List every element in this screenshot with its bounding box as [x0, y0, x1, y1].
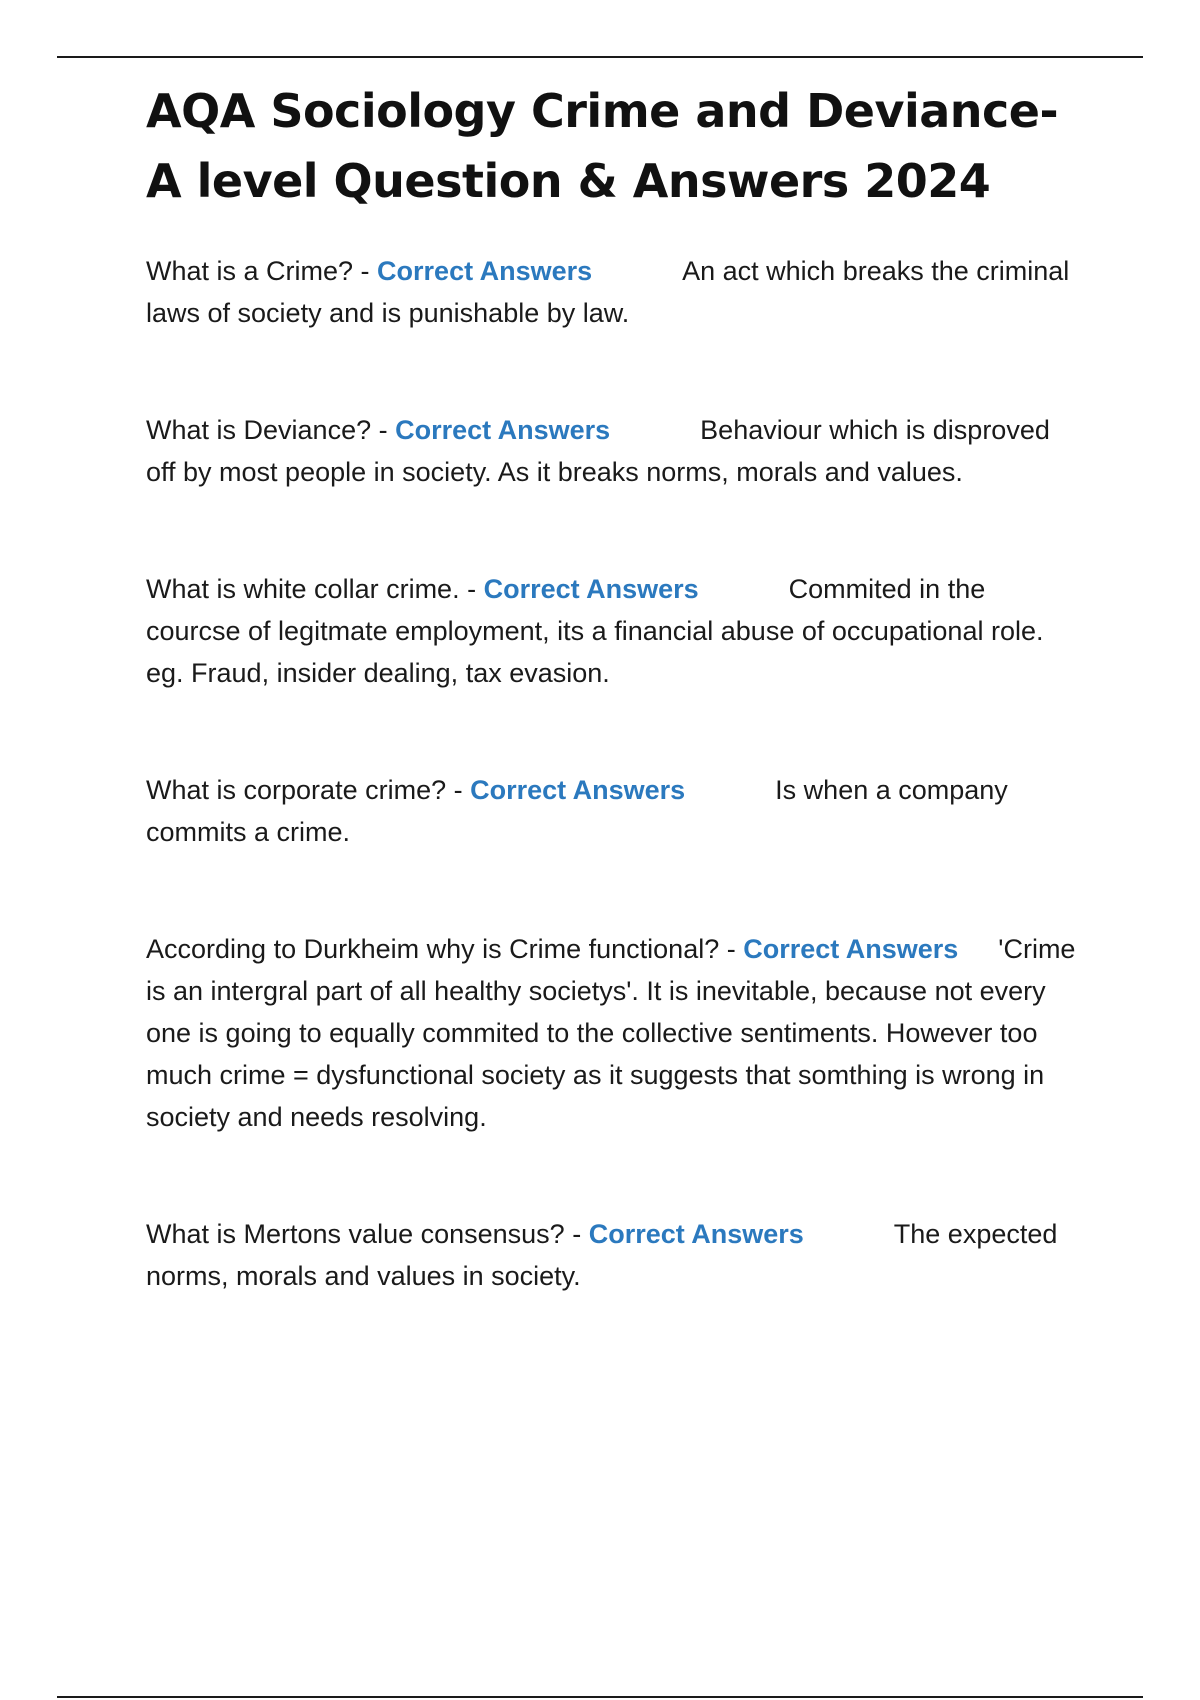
document-title: AQA Sociology Crime and Deviance- A level Question & Answers 2024 [146, 84, 1059, 208]
answer-text: An act which breaks the criminal laws of society and is punishable by law. [146, 256, 1070, 328]
answer-text: Is when a company commits a crime. [146, 775, 1008, 847]
top-rule [57, 56, 1143, 58]
correct-answers-label: Correct Answers [377, 256, 593, 286]
qa-item [146, 568, 1086, 694]
question-text: What is white collar crime. - [146, 574, 484, 604]
question-text: What is corporate crime? - [146, 775, 471, 805]
answer-text: 'Crime is an intergral part of all healthy societys'. It is inevitable, because not every one is going to equally commited to the collective sentiments. However too much crime = dysfunctional society as it suggests that somthing is wrong in society and needs resolving. [146, 934, 1076, 1132]
qa-item [146, 1213, 1086, 1297]
question-text: What is Mertons value consensus? - [146, 1219, 589, 1249]
correct-answers-label: Correct Answers [483, 574, 699, 604]
answer-text: Behaviour which is disproved off by most people in society. As it breaks norms, morals and values. [146, 415, 1050, 487]
bottom-rule [57, 1696, 1143, 1698]
qa-item [146, 250, 1086, 334]
correct-answers-label: Correct Answers [743, 934, 959, 964]
question-text: According to Durkheim why is Crime functional? - [146, 934, 744, 964]
answer-text: Commited in the courcse of legitmate employment, its a financial abuse of occupational role. eg. Fraud, insider dealing, tax evasion. [146, 574, 1044, 688]
correct-answers-label: Correct Answers [588, 1219, 804, 1249]
qa-item [146, 928, 1086, 1138]
question-text: What is Deviance? - [146, 415, 396, 445]
qa-item [146, 769, 1086, 853]
qa-item [146, 409, 1086, 493]
correct-answers-label: Correct Answers [395, 415, 611, 445]
question-text: What is a Crime? - [146, 256, 378, 286]
document-content [146, 76, 1086, 1297]
correct-answers-label: Correct Answers [470, 775, 686, 805]
answer-text: The expected norms, morals and values in society. [146, 1219, 1058, 1291]
